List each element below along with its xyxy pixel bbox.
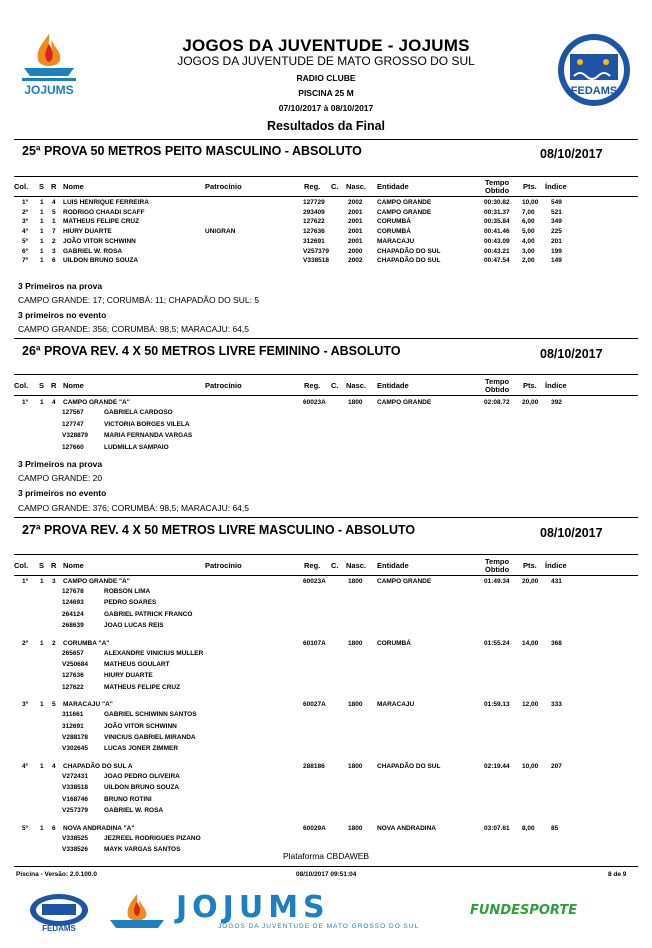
cell-index: 333 xyxy=(551,701,562,709)
cell-index: 349 xyxy=(551,218,562,226)
cell-name: LUIS HENRIQUE FERREIRA xyxy=(63,199,149,206)
member-name: MATHEUS FELIPE CRUZ xyxy=(104,683,181,691)
cell-registration: 127636 xyxy=(303,228,325,236)
cell-birth-year: 1800 xyxy=(348,763,363,771)
cell-position: 2º xyxy=(22,208,28,216)
svg-text:FEDAMS: FEDAMS xyxy=(42,924,76,932)
cell-points: 10,00 xyxy=(522,763,539,771)
cell-time: 00:43.09 xyxy=(484,237,510,245)
col-header-nome: Nome xyxy=(63,381,84,390)
cell-lane: 4 xyxy=(52,199,56,206)
platform-label: Plataforma CBDAWEB xyxy=(282,851,370,861)
member-name: GABRIEL SCHIWINN SANTOS xyxy=(104,711,197,719)
cell-entity: CHAPADÃO DO SUL xyxy=(377,257,441,265)
col-header-entidade: Entidade xyxy=(377,381,409,390)
cell-position: 4º xyxy=(22,763,28,771)
col-header-r: R xyxy=(51,381,57,390)
col-header-r: R xyxy=(51,182,57,191)
member-name: JOAO PEDRO OLIVEIRA xyxy=(104,773,180,781)
divider xyxy=(14,139,638,140)
cell-points: 3,00 xyxy=(522,247,535,255)
cell-position: 1º xyxy=(22,199,28,206)
member-registration: 127747 xyxy=(62,420,84,428)
col-header-indice: Índice xyxy=(545,381,567,390)
cell-entity: CAMPO GRANDE xyxy=(377,208,432,216)
svg-text:JOJUMS: JOJUMS xyxy=(24,83,74,97)
cell-series: 1 xyxy=(40,208,44,216)
cell-lane: 5 xyxy=(52,701,56,709)
cell-registration: 312691 xyxy=(303,237,325,245)
member-name: MATHEUS GOULART xyxy=(104,661,170,668)
cell-points: 10,00 xyxy=(522,199,539,206)
member-registration: V338526 xyxy=(62,846,89,854)
cell-time: 00:47.54 xyxy=(484,257,510,265)
col-header-reg: Reg. xyxy=(304,561,321,570)
member-registration: 127567 xyxy=(62,409,84,416)
cell-position: 1º xyxy=(22,578,28,585)
summary-heading: 3 primeiros no evento xyxy=(18,310,107,320)
summary-text: CAMPO GRANDE: 356; CORUMBÁ: 98,5; MARACAJU: 64,5 xyxy=(18,324,249,334)
table-top-line xyxy=(14,176,638,177)
event-dates: 07/10/2017 à 08/10/2017 xyxy=(278,103,374,113)
event-title: 26ª PROVA REV. 4 X 50 METROS LIVRE FEMININO - ABSOLUTO xyxy=(22,344,401,358)
member-registration: V302645 xyxy=(62,745,89,753)
col-header-patrocinio: Patrocínio xyxy=(205,182,242,191)
cell-registration: V257379 xyxy=(303,247,330,255)
cell-name: CORUMBA "A" xyxy=(63,639,110,647)
member-name: UILDON BRUNO SOUZA xyxy=(104,784,180,792)
summary-text: CAMPO GRANDE: 20 xyxy=(18,473,103,483)
cell-lane: 6 xyxy=(52,257,56,265)
cell-registration: 288186 xyxy=(303,763,325,771)
cell-index: 207 xyxy=(551,763,562,771)
cell-points: 6,00 xyxy=(522,218,535,226)
cell-time: 00:31.37 xyxy=(484,208,510,216)
page-subtitle: JOGOS DA JUVENTUDE DE MATO GROSSO DO SUL xyxy=(177,54,475,68)
col-header-obtido: Obtido xyxy=(485,186,510,195)
cell-entity: CAMPO GRANDE xyxy=(377,199,432,206)
cell-birth-year: 1800 xyxy=(348,639,363,647)
cell-index: 199 xyxy=(551,247,562,255)
member-name: MARIA FERNANDA VARGAS xyxy=(104,432,193,439)
cell-index: 521 xyxy=(551,208,562,216)
event-date: 08/10/2017 xyxy=(540,526,603,540)
cell-series: 1 xyxy=(40,199,44,206)
cell-points: 8,00 xyxy=(522,824,535,832)
cell-index: 431 xyxy=(551,578,562,585)
cell-birth-year: 2001 xyxy=(348,208,363,216)
col-header-indice: Índice xyxy=(545,182,567,191)
cell-position: 4º xyxy=(22,228,28,236)
cell-sponsor: UNIGRAN xyxy=(205,228,236,236)
cell-position: 2º xyxy=(22,639,28,647)
member-name: HIURY DUARTE xyxy=(104,672,153,680)
cell-lane: 4 xyxy=(52,763,56,771)
summary-text: CAMPO GRANDE: 376; CORUMBÁ: 98,5; MARACAJU: 64,5 xyxy=(18,503,249,513)
cell-time: 00:35.84 xyxy=(484,218,510,226)
member-registration: V257379 xyxy=(62,807,89,814)
fedams-banner-logo xyxy=(28,892,90,932)
version-label: Piscina - Versão: 2.0.100.0 xyxy=(16,871,97,878)
cell-points: 20,00 xyxy=(522,578,539,585)
col-header-r: R xyxy=(51,561,57,570)
cell-series: 1 xyxy=(40,578,44,585)
cell-name: UILDON BRUNO SOUZA xyxy=(63,257,139,265)
table-top-line xyxy=(14,554,638,555)
cell-series: 1 xyxy=(40,399,44,406)
event-date: 08/10/2017 xyxy=(540,347,603,361)
cell-birth-year: 1800 xyxy=(348,578,363,585)
col-header-obtido: Obtido xyxy=(485,565,510,574)
fundesporte-logo: FUNDESPORTE xyxy=(470,903,578,918)
col-header-nome: Nome xyxy=(63,182,84,191)
cell-entity: MARACAJU xyxy=(377,237,415,245)
cell-birth-year: 2001 xyxy=(348,228,363,236)
cell-name: NOVA ANDRADINA "A" xyxy=(63,824,135,832)
member-registration: V168746 xyxy=(62,795,89,803)
col-header-c: C. xyxy=(331,381,339,390)
member-registration: 127636 xyxy=(62,672,84,680)
col-header-s: S xyxy=(39,561,45,570)
col-header-s: S xyxy=(39,381,45,390)
col-header-tempo: Tempo xyxy=(485,557,510,566)
col-header-col: Col. xyxy=(14,182,29,191)
cell-series: 1 xyxy=(40,824,44,832)
cell-series: 1 xyxy=(40,237,44,245)
cell-registration: V338518 xyxy=(303,257,330,265)
cell-lane: 6 xyxy=(52,824,56,832)
svg-text:FEDAMS: FEDAMS xyxy=(570,85,618,97)
member-name: VICTORIA BORGES VILELA xyxy=(104,420,190,428)
cell-lane: 2 xyxy=(52,237,56,245)
member-registration: V288178 xyxy=(62,734,89,741)
member-registration: V250684 xyxy=(62,661,89,668)
summary-heading: 3 Primeiros na prova xyxy=(18,459,103,469)
cell-registration: 60023A xyxy=(303,578,326,585)
member-registration: V338518 xyxy=(62,784,89,792)
cell-time: 01:49.34 xyxy=(484,578,510,585)
cell-registration: 60023A xyxy=(303,399,326,406)
member-registration: V272431 xyxy=(62,773,89,781)
col-header-reg: Reg. xyxy=(304,182,321,191)
event-title: 27ª PROVA REV. 4 X 50 METROS LIVRE MASCULINO - ABSOLUTO xyxy=(22,523,416,537)
cell-registration: 127622 xyxy=(303,218,325,226)
cell-series: 1 xyxy=(40,247,44,255)
member-name: LUCAS JONER ZIMMER xyxy=(104,745,179,753)
cell-registration: 293409 xyxy=(303,208,325,216)
cell-index: 549 xyxy=(551,199,562,206)
member-name: PEDRO SOARES xyxy=(104,599,157,607)
cell-entity: NOVA ANDRADINA xyxy=(377,824,436,832)
cell-series: 1 xyxy=(40,639,44,647)
table-top-line xyxy=(14,374,638,375)
cell-name: CAMPO GRANDE "A" xyxy=(63,578,130,585)
cell-name: GABRIEL W. ROSA xyxy=(63,247,123,255)
cell-time: 03:07.61 xyxy=(484,824,510,832)
banner-subtitle: JOGOS DA JUVENTUDE DE MATO GROSSO DO SUL xyxy=(218,923,420,930)
footer-line xyxy=(14,866,638,867)
summary-heading: 3 Primeiros na prova xyxy=(18,281,103,291)
cell-name: CHAPADÃO DO SUL A xyxy=(63,763,133,771)
cell-entity: CHAPADÃO DO SUL xyxy=(377,763,441,771)
col-header-nome: Nome xyxy=(63,561,84,570)
member-registration: 127678 xyxy=(62,588,84,595)
event-date: 08/10/2017 xyxy=(540,147,603,161)
member-name: VINICIUS GABRIEL MIRANDA xyxy=(104,734,196,741)
cell-name: MATHEUS FELIPE CRUZ xyxy=(63,218,140,226)
cell-birth-year: 2002 xyxy=(348,199,363,206)
member-name: JOAO LUCAS REIS xyxy=(104,621,164,629)
cell-name: HIURY DUARTE xyxy=(63,228,112,236)
col-header-nasc: Nasc. xyxy=(346,182,367,191)
member-name: GABRIELA CARDOSO xyxy=(104,409,173,416)
col-header-pts: Pts. xyxy=(523,561,537,570)
member-name: ROBSON LIMA xyxy=(104,588,151,595)
club-name: RADIO CLUBE xyxy=(296,73,356,83)
event-title: 25ª PROVA 50 METROS PEITO MASCULINO - ABSOLUTO xyxy=(22,144,362,158)
cell-points: 20,00 xyxy=(522,399,539,406)
cell-birth-year: 2001 xyxy=(348,237,363,245)
member-registration: 127622 xyxy=(62,683,84,691)
col-header-s: S xyxy=(39,182,45,191)
cell-entity: MARACAJU xyxy=(377,701,415,709)
cell-lane: 3 xyxy=(52,578,56,585)
cell-registration: 127729 xyxy=(303,199,325,206)
member-name: ALEXANDRE VINICIUS MULLER xyxy=(104,649,204,657)
cell-birth-year: 2000 xyxy=(348,247,363,255)
table-header-line xyxy=(14,196,638,197)
col-header-c: C. xyxy=(331,182,339,191)
member-registration: 312691 xyxy=(62,722,84,730)
page-number: 8 de 9 xyxy=(608,871,627,878)
cell-series: 1 xyxy=(40,701,44,709)
cell-birth-year: 1800 xyxy=(348,701,363,709)
jojums-banner-logo xyxy=(104,892,170,932)
col-header-col: Col. xyxy=(14,561,29,570)
col-header-tempo: Tempo xyxy=(485,377,510,386)
cell-lane: 1 xyxy=(52,218,56,226)
cell-points: 2,00 xyxy=(522,257,535,265)
cell-index: 368 xyxy=(551,639,562,647)
summary-heading: 3 primeiros no evento xyxy=(18,488,107,498)
cell-time: 01:59.13 xyxy=(484,701,510,709)
col-header-c: C. xyxy=(331,561,339,570)
cell-entity: CORUMBÁ xyxy=(377,228,411,236)
col-header-indice: Índice xyxy=(545,561,567,570)
member-registration: V338525 xyxy=(62,834,89,842)
cell-entity: CORUMBÁ xyxy=(377,218,411,226)
cell-entity: CAMPO GRANDE xyxy=(377,578,432,585)
divider xyxy=(14,338,638,339)
member-name: JEZREEL RODRIGUES PIZANO xyxy=(104,834,201,842)
cell-birth-year: 1800 xyxy=(348,399,363,406)
cell-position: 6º xyxy=(22,247,28,255)
member-registration: 124693 xyxy=(62,599,84,607)
cell-name: JOÃO VITOR SCHWINN xyxy=(63,237,136,245)
cell-index: 85 xyxy=(551,824,559,832)
cell-series: 1 xyxy=(40,218,44,226)
cell-lane: 2 xyxy=(52,639,56,647)
cell-lane: 5 xyxy=(52,208,56,216)
cell-index: 225 xyxy=(551,228,562,236)
col-header-pts: Pts. xyxy=(523,381,537,390)
col-header-obtido: Obtido xyxy=(485,385,510,394)
col-header-col: Col. xyxy=(14,381,29,390)
cell-position: 1º xyxy=(22,399,28,406)
page-title: JOGOS DA JUVENTUDE - JOJUMS xyxy=(182,36,470,55)
col-header-reg: Reg. xyxy=(304,381,321,390)
member-registration: V328879 xyxy=(62,432,89,439)
col-header-patrocinio: Patrocínio xyxy=(205,381,242,390)
cell-points: 4,00 xyxy=(522,237,535,245)
cell-position: 3º xyxy=(22,218,28,226)
cell-entity: CHAPADÃO DO SUL xyxy=(377,247,441,255)
cell-time: 00:30.82 xyxy=(484,199,510,206)
cell-points: 7,00 xyxy=(522,208,535,216)
cell-registration: 60029A xyxy=(303,824,326,832)
banner-title: JOJUMS xyxy=(176,890,330,925)
col-header-entidade: Entidade xyxy=(377,182,409,191)
cell-points: 14,00 xyxy=(522,639,539,647)
member-name: GABRIEL PATRICK FRANCO xyxy=(104,610,193,618)
cell-position: 3º xyxy=(22,701,28,709)
cell-position: 5º xyxy=(22,824,28,832)
cell-name: MARACAJU "A" xyxy=(63,701,113,709)
cell-position: 5º xyxy=(22,237,28,245)
cell-time: 02:08.72 xyxy=(484,399,510,406)
member-registration: 268639 xyxy=(62,621,84,629)
col-header-nasc: Nasc. xyxy=(346,561,367,570)
cell-time: 00:43.21 xyxy=(484,247,510,255)
cell-birth-year: 1800 xyxy=(348,824,363,832)
cell-entity: CAMPO GRANDE xyxy=(377,399,432,406)
cell-index: 392 xyxy=(551,399,562,406)
cell-points: 5,00 xyxy=(522,228,535,236)
cell-series: 1 xyxy=(40,257,44,265)
cell-birth-year: 2002 xyxy=(348,257,363,265)
member-name: LUDMILLA SAMPAIO xyxy=(104,443,169,451)
member-registration: 265657 xyxy=(62,649,84,657)
member-name: MAYK VARGAS SANTOS xyxy=(104,846,181,854)
cell-registration: 60107A xyxy=(303,639,326,647)
cell-lane: 3 xyxy=(52,247,56,255)
cell-points: 12,00 xyxy=(522,701,539,709)
member-name: JOÃO VITOR SCHWINN xyxy=(104,722,177,730)
col-header-patrocinio: Patrocínio xyxy=(205,561,242,570)
cell-name: CAMPO GRANDE "A" xyxy=(63,399,130,406)
table-header-line xyxy=(14,395,638,396)
col-header-tempo: Tempo xyxy=(485,178,510,187)
cell-lane: 7 xyxy=(52,228,56,236)
member-name: BRUNO ROTINI xyxy=(104,795,152,803)
table-header-line xyxy=(14,575,638,576)
cell-position: 7º xyxy=(22,257,28,265)
cell-name: RODRIGO CHAADI SCAFF xyxy=(63,208,145,216)
cell-time: 01:55.24 xyxy=(484,639,510,647)
cell-time: 00:41.46 xyxy=(484,228,510,236)
member-registration: 311661 xyxy=(62,711,84,719)
member-name: GABRIEL W. ROSA xyxy=(104,807,164,814)
timestamp-label: 08/10/2017 09:51:04 xyxy=(296,871,357,878)
cell-entity: CORUMBÁ xyxy=(377,639,411,647)
pool-size: PISCINA 25 M xyxy=(298,88,354,98)
cell-time: 02:19.44 xyxy=(484,763,510,771)
cell-index: 201 xyxy=(551,237,562,245)
results-heading: Resultados da Final xyxy=(266,119,386,133)
cell-index: 149 xyxy=(551,257,562,265)
cell-lane: 4 xyxy=(52,399,56,406)
cell-series: 1 xyxy=(40,228,44,236)
member-registration: 264124 xyxy=(62,610,84,618)
col-header-pts: Pts. xyxy=(523,182,537,191)
divider xyxy=(14,517,638,518)
cell-birth-year: 2001 xyxy=(348,218,363,226)
col-header-entidade: Entidade xyxy=(377,561,409,570)
cell-registration: 60027A xyxy=(303,701,326,709)
col-header-nasc: Nasc. xyxy=(346,381,367,390)
member-registration: 127660 xyxy=(62,443,84,451)
cell-series: 1 xyxy=(40,763,44,771)
summary-text: CAMPO GRANDE: 17; CORUMBÁ: 11; CHAPADÃO DO SUL: 5 xyxy=(18,295,260,305)
